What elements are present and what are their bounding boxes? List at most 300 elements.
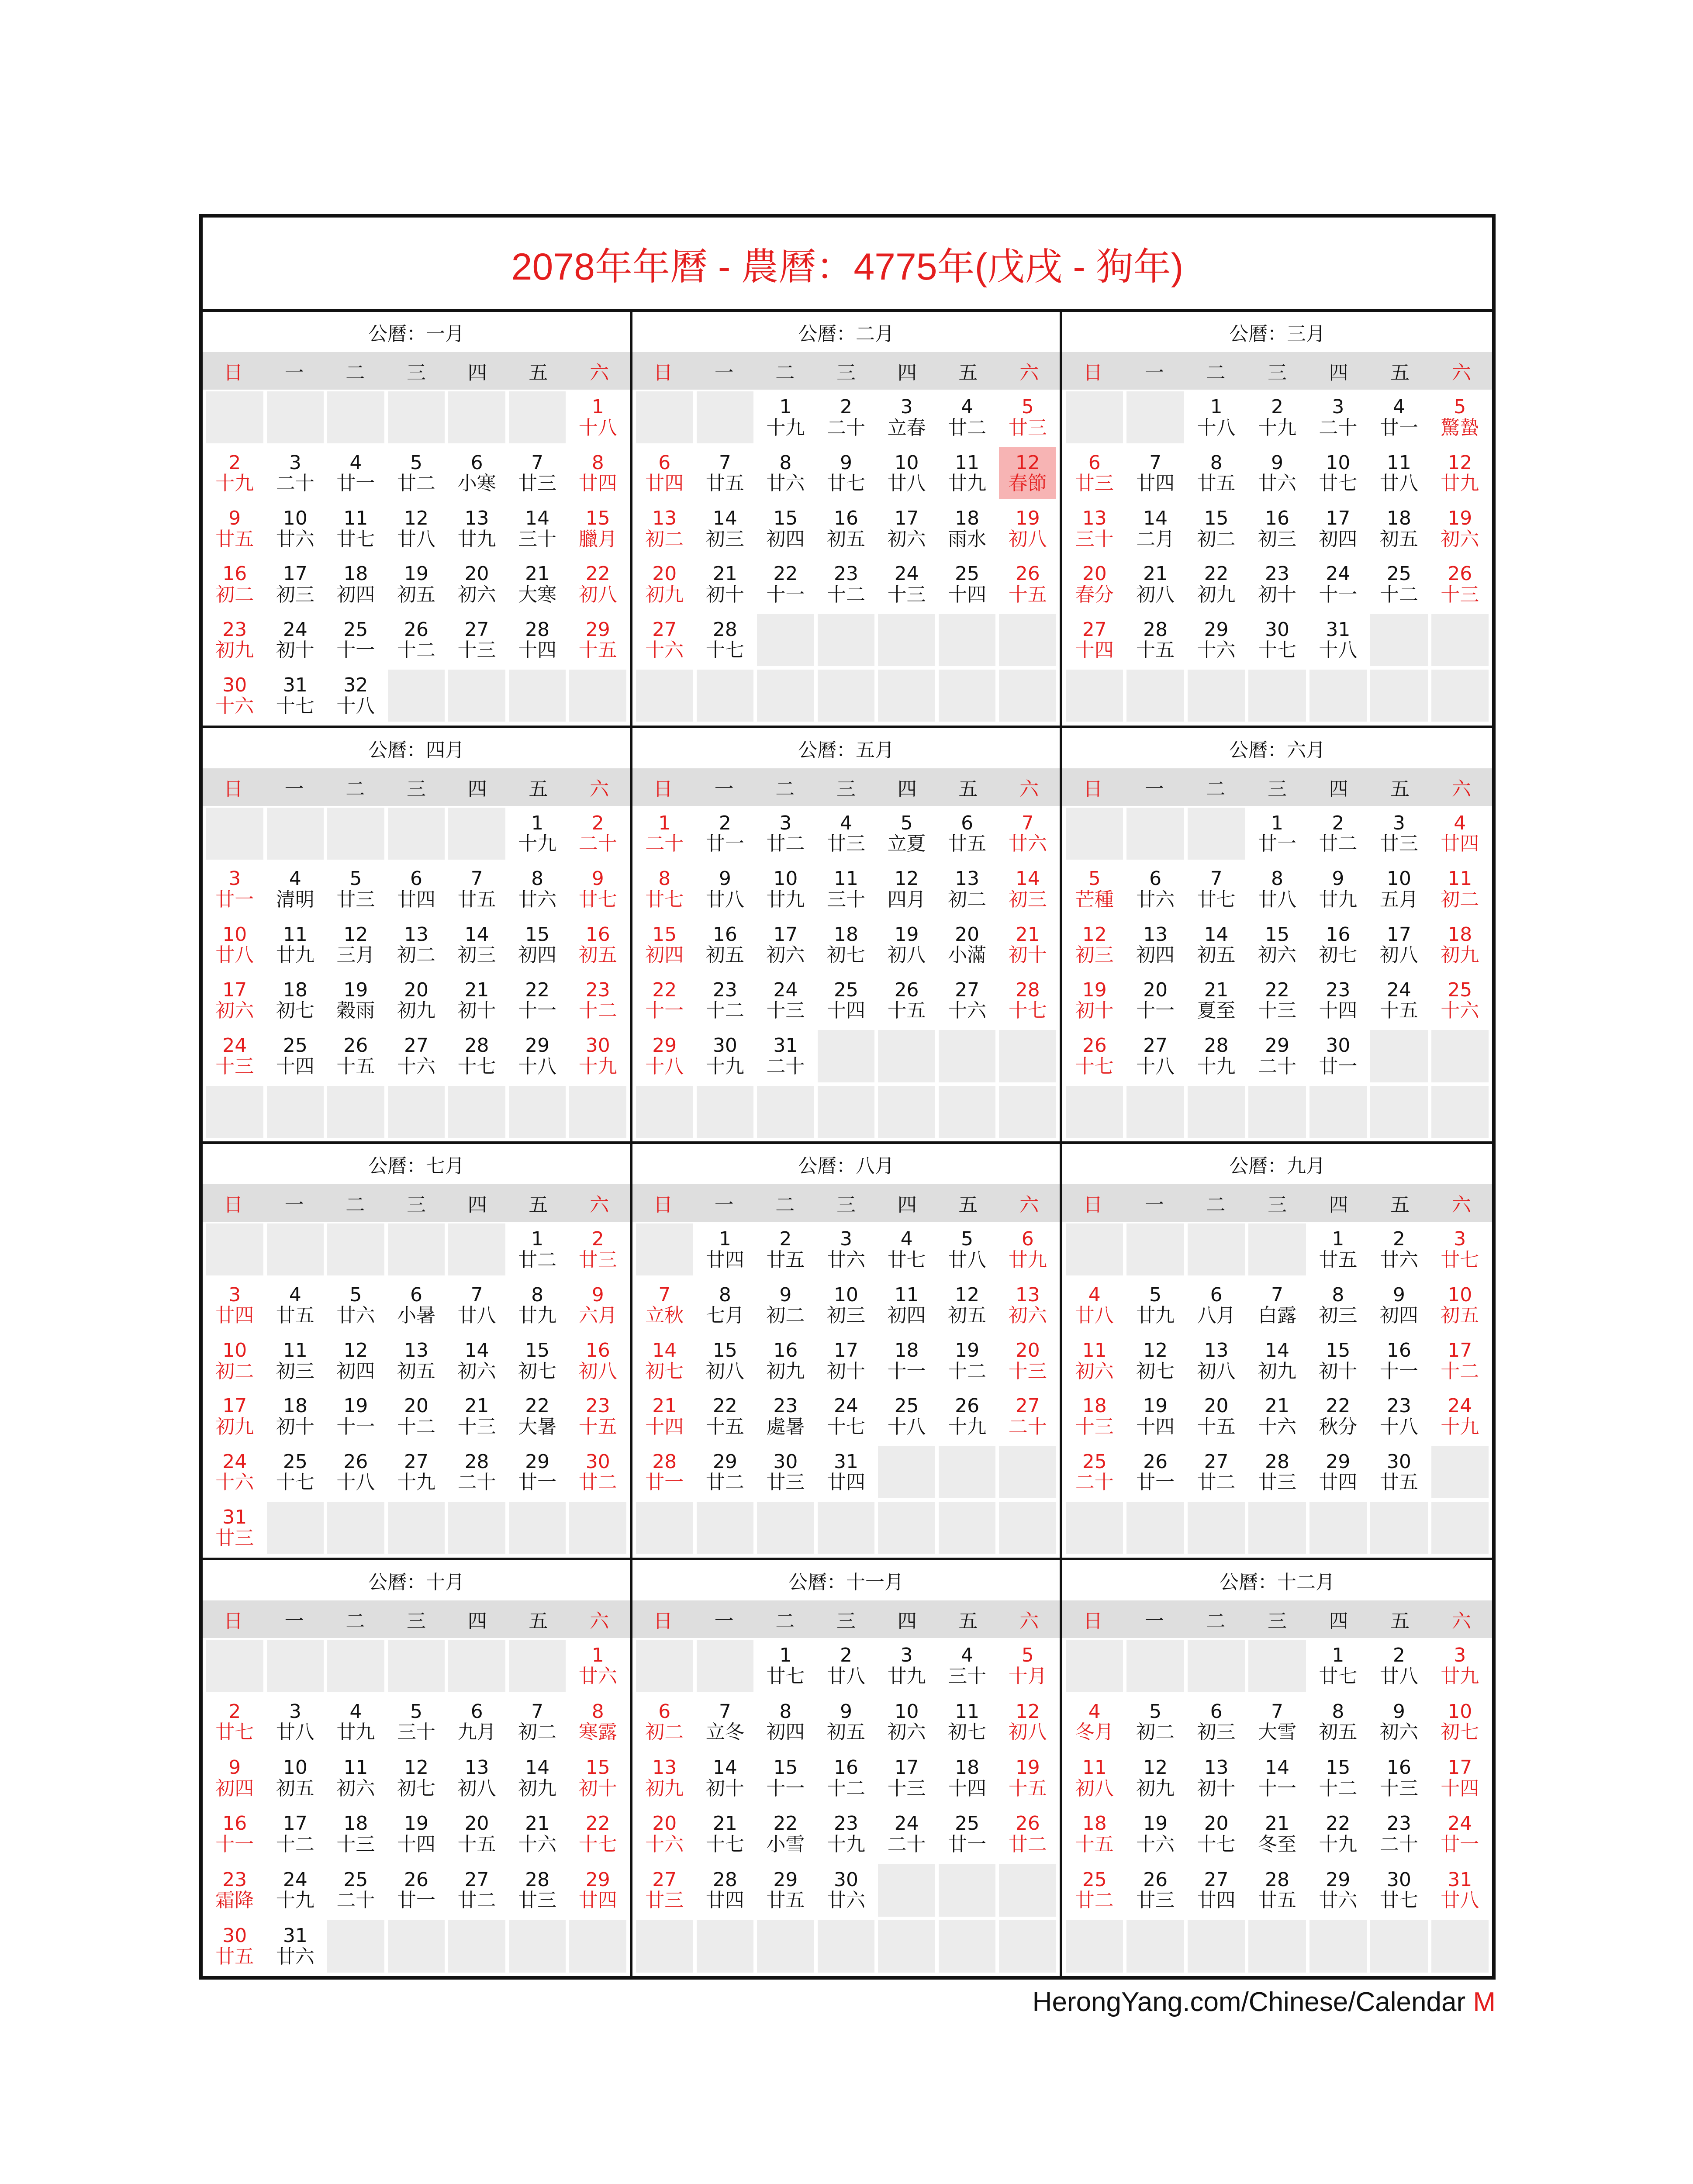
- lunar-day: 十五: [578, 1415, 617, 1438]
- lunar-day: 初五: [1441, 1304, 1479, 1327]
- day-cell: [1370, 503, 1427, 555]
- gregorian-day: 14: [712, 507, 737, 530]
- weekday-label: 一: [284, 1194, 304, 1216]
- empty-cell: [1248, 1640, 1306, 1692]
- weekday-label: 六: [1019, 1194, 1039, 1216]
- lunar-day: 二十: [578, 833, 617, 855]
- lunar-day: 初八: [1008, 528, 1047, 550]
- day-cell: [267, 1696, 324, 1748]
- day-cell: [1309, 919, 1367, 971]
- lunar-day: 三十: [948, 1665, 987, 1687]
- day-cell: [1126, 1446, 1184, 1498]
- day-cell: [1188, 447, 1245, 499]
- gregorian-day: 22: [712, 1395, 737, 1417]
- gregorian-day: 15: [1204, 507, 1229, 530]
- day-cell: [327, 1446, 384, 1498]
- day-cell: [999, 1808, 1056, 1860]
- lunar-day: 十四: [276, 1055, 314, 1078]
- empty-cell: [327, 1086, 384, 1138]
- day-cell: [939, 1808, 996, 1860]
- month-block: [632, 728, 1062, 1144]
- lunar-day: 初十: [1319, 1360, 1358, 1382]
- day-cell: [1431, 558, 1489, 610]
- day-cell: [818, 1864, 875, 1916]
- gregorian-day: 30: [1265, 618, 1289, 641]
- gregorian-day: 16: [1386, 1756, 1411, 1779]
- lunar-day: 十四: [1441, 1777, 1479, 1800]
- lunar-day: 十七: [1197, 1833, 1236, 1856]
- lunar-day: 冬月: [1075, 1721, 1114, 1744]
- day-cell: [697, 1864, 754, 1916]
- day-cell: [999, 1335, 1056, 1387]
- day-cell: [327, 1030, 384, 1082]
- day-cell: [509, 447, 566, 499]
- lunar-day: 廿六: [1258, 472, 1296, 495]
- lunar-day: 初十: [578, 1777, 617, 1800]
- empty-cell: [569, 1502, 626, 1554]
- empty-cell: [697, 1086, 754, 1138]
- lunar-day: 廿三: [1258, 1471, 1296, 1494]
- lunar-day: 十七: [705, 1833, 744, 1856]
- day-cell: [757, 1696, 814, 1748]
- lunar-day: 初七: [518, 1360, 557, 1382]
- day-cell: [1370, 1223, 1427, 1275]
- gregorian-day: 26: [1015, 1812, 1040, 1835]
- day-cell: [1431, 975, 1489, 1026]
- day-cell: [509, 1223, 566, 1275]
- gregorian-day: 20: [1204, 1812, 1229, 1835]
- day-cell: [388, 503, 445, 555]
- lunar-day: 二十: [276, 472, 314, 495]
- lunar-day: 十六: [948, 999, 987, 1022]
- weekday-label: 五: [958, 778, 978, 800]
- day-cell: [327, 1864, 384, 1916]
- footer-mark: M: [1473, 1987, 1496, 2017]
- month-block: [1062, 1560, 1492, 1977]
- day-cell: [267, 975, 324, 1026]
- lunar-day: 九月: [457, 1721, 496, 1744]
- gregorian-day: 11: [1448, 867, 1472, 890]
- days-grid: [1062, 390, 1492, 726]
- day-cell: [1309, 975, 1367, 1026]
- gregorian-day: 15: [525, 923, 550, 946]
- day-cell: [206, 1335, 263, 1387]
- gregorian-day: 16: [585, 1339, 610, 1362]
- gregorian-day: 27: [1204, 1868, 1229, 1891]
- gregorian-day: 28: [525, 618, 550, 641]
- day-cell: [1126, 503, 1184, 555]
- lunar-day: 初七: [397, 1777, 435, 1800]
- day-cell: [1309, 863, 1367, 915]
- day-cell: [999, 1696, 1056, 1748]
- gregorian-day: 9: [591, 867, 604, 890]
- gregorian-day: 3: [1392, 812, 1405, 834]
- empty-cell: [697, 1640, 754, 1692]
- lunar-day: 二十: [457, 1471, 496, 1494]
- gregorian-day: 15: [585, 1756, 610, 1779]
- weekday-label: 五: [1390, 362, 1410, 384]
- day-cell: [569, 975, 626, 1026]
- weekday-label: 六: [590, 362, 609, 384]
- day-cell: [327, 614, 384, 666]
- gregorian-day: 1: [658, 812, 671, 834]
- gregorian-day: 11: [955, 451, 980, 474]
- lunar-day: 廿二: [1075, 1889, 1114, 1912]
- lunar-day: 十八: [336, 695, 375, 717]
- day-cell: [509, 1446, 566, 1498]
- gregorian-day: 17: [283, 563, 308, 585]
- lunar-day: 廿三: [1075, 472, 1114, 495]
- lunar-day: 十四: [826, 999, 865, 1022]
- lunar-day: 初三: [1319, 1304, 1358, 1327]
- gregorian-day: 2: [1271, 396, 1283, 418]
- lunar-day: 十一: [336, 1415, 375, 1438]
- day-cell: [1248, 1808, 1306, 1860]
- lunar-day: 白露: [1258, 1304, 1296, 1327]
- weekday-label: 三: [406, 778, 426, 800]
- lunar-day: 十三: [887, 1777, 926, 1800]
- empty-cell: [1248, 1223, 1306, 1275]
- day-cell: [1066, 1696, 1123, 1748]
- day-cell: [1431, 1390, 1489, 1442]
- day-cell: [1370, 863, 1427, 915]
- lunar-day: 廿一: [1441, 1833, 1479, 1856]
- lunar-day: 初九: [645, 1777, 684, 1800]
- weekday-header: [203, 1184, 630, 1222]
- empty-cell: [569, 1920, 626, 1973]
- gregorian-day: 12: [343, 1339, 368, 1362]
- lunar-day: 十二: [826, 583, 865, 606]
- gregorian-day: 25: [343, 618, 368, 641]
- gregorian-day: 1: [531, 1228, 544, 1251]
- empty-cell: [1248, 1502, 1306, 1554]
- lunar-day: 廿八: [826, 1665, 865, 1687]
- gregorian-day: 26: [1143, 1868, 1168, 1891]
- gregorian-day: 17: [283, 1812, 308, 1835]
- day-cell: [1188, 1752, 1245, 1804]
- gregorian-day: 7: [719, 1700, 731, 1723]
- gregorian-day: 18: [1386, 507, 1411, 530]
- gregorian-day: 28: [525, 1868, 550, 1891]
- days-grid: [632, 1222, 1060, 1558]
- gregorian-day: 9: [840, 1700, 852, 1723]
- gregorian-day: 23: [1265, 563, 1289, 585]
- day-cell: [267, 670, 324, 722]
- lunar-day: 四月: [887, 888, 926, 911]
- lunar-day: 十九: [705, 1055, 744, 1078]
- weekday-label: 三: [1267, 362, 1287, 384]
- weekday-label: 日: [223, 1194, 243, 1216]
- gregorian-day: 12: [1082, 923, 1107, 946]
- day-cell: [388, 447, 445, 499]
- empty-cell: [448, 1086, 505, 1138]
- day-cell: [327, 975, 384, 1026]
- empty-cell: [697, 391, 754, 443]
- lunar-day: 廿五: [215, 528, 254, 550]
- gregorian-day: 4: [289, 867, 301, 890]
- lunar-day: 初九: [766, 1360, 805, 1382]
- lunar-day: 十八: [1319, 639, 1358, 662]
- days-grid: [203, 1638, 630, 1977]
- lunar-day: 初六: [336, 1777, 375, 1800]
- day-cell: [267, 1752, 324, 1804]
- lunar-day: 十八: [645, 1055, 684, 1078]
- gregorian-day: 10: [1326, 451, 1351, 474]
- day-cell: [569, 1808, 626, 1860]
- empty-cell: [999, 1920, 1056, 1973]
- gregorian-day: 20: [1204, 1395, 1229, 1417]
- day-cell: [1126, 1335, 1184, 1387]
- day-cell: [327, 863, 384, 915]
- empty-cell: [206, 1086, 263, 1138]
- empty-cell: [878, 1502, 935, 1554]
- gregorian-day: 4: [961, 1644, 974, 1667]
- gregorian-day: 25: [1386, 563, 1411, 585]
- empty-cell: [388, 1920, 445, 1973]
- day-cell: [1431, 808, 1489, 860]
- gregorian-day: 28: [1265, 1450, 1289, 1473]
- lunar-day: 二十: [887, 1833, 926, 1856]
- empty-cell: [1370, 1502, 1427, 1554]
- month-block: [203, 312, 632, 728]
- lunar-day: 六月: [578, 1304, 617, 1327]
- gregorian-day: 9: [1392, 1700, 1405, 1723]
- empty-cell: [267, 1223, 324, 1275]
- empty-cell: [757, 614, 814, 666]
- day-cell: [1248, 863, 1306, 915]
- lunar-day: 廿九: [276, 944, 314, 967]
- day-cell: [1309, 1223, 1367, 1275]
- gregorian-day: 5: [410, 1700, 422, 1723]
- lunar-day: 十七: [578, 1833, 617, 1856]
- gregorian-day: 16: [222, 1812, 247, 1835]
- gregorian-day: 21: [464, 978, 489, 1001]
- weekday-label: 一: [714, 362, 734, 384]
- day-cell: [1431, 1223, 1489, 1275]
- gregorian-day: 27: [404, 1450, 428, 1473]
- empty-cell: [1188, 1223, 1245, 1275]
- lunar-day: 二十: [766, 1055, 805, 1078]
- lunar-day: 初九: [397, 999, 435, 1022]
- gregorian-day: 11: [1386, 451, 1411, 474]
- lunar-day: 處暑: [766, 1415, 805, 1438]
- day-cell: [267, 614, 324, 666]
- gregorian-day: 16: [1265, 507, 1289, 530]
- empty-cell: [1066, 1223, 1123, 1275]
- empty-cell: [1126, 808, 1184, 860]
- day-cell: [939, 391, 996, 443]
- lunar-day: 初二: [215, 583, 254, 606]
- day-cell: [509, 558, 566, 610]
- weekday-label: 四: [897, 1194, 917, 1216]
- gregorian-day: 2: [591, 812, 604, 834]
- lunar-day: 十八: [518, 1055, 557, 1078]
- footer-link[interactable]: [1033, 1987, 1496, 2018]
- day-cell: [1188, 1335, 1245, 1387]
- gregorian-day: 9: [1392, 1283, 1405, 1306]
- gregorian-day: 20: [1143, 978, 1168, 1001]
- gregorian-day: 4: [840, 812, 852, 834]
- lunar-day: 廿七: [887, 1248, 926, 1271]
- empty-cell: [636, 391, 693, 443]
- lunar-day: 廿三: [518, 472, 557, 495]
- gregorian-day: 19: [404, 1812, 428, 1835]
- lunar-day: 八月: [1197, 1304, 1236, 1327]
- lunar-day: 二十: [1075, 1471, 1114, 1494]
- day-cell: [1126, 1390, 1184, 1442]
- lunar-day: 十四: [518, 639, 557, 662]
- gregorian-day: 13: [404, 923, 428, 946]
- gregorian-day: 9: [228, 507, 241, 530]
- day-cell: [636, 1752, 693, 1804]
- lunar-day: 廿九: [518, 1304, 557, 1327]
- gregorian-day: 22: [525, 1395, 550, 1417]
- day-cell: [1066, 503, 1123, 555]
- lunar-day: 廿一: [1258, 833, 1296, 855]
- lunar-day: 十三: [1008, 1360, 1047, 1382]
- lunar-day: 廿八: [1258, 888, 1296, 911]
- empty-cell: [1126, 670, 1184, 722]
- weekday-label: 一: [714, 1194, 734, 1216]
- day-cell: [1309, 1335, 1367, 1387]
- empty-cell: [388, 1502, 445, 1554]
- lunar-day: 初七: [1319, 944, 1358, 967]
- day-cell: [636, 1335, 693, 1387]
- lunar-day: 十二: [276, 1833, 314, 1856]
- empty-cell: [1248, 670, 1306, 722]
- day-cell: [448, 1752, 505, 1804]
- lunar-day: 廿八: [1075, 1304, 1114, 1327]
- lunar-day: 小雪: [766, 1833, 805, 1856]
- day-cell: [267, 1920, 324, 1973]
- gregorian-day: 10: [894, 1700, 919, 1723]
- day-cell: [1248, 1446, 1306, 1498]
- day-cell: [757, 1223, 814, 1275]
- day-cell: [1066, 558, 1123, 610]
- lunar-day: 寒露: [578, 1721, 617, 1744]
- day-cell: [1248, 975, 1306, 1026]
- gregorian-day: 13: [1015, 1283, 1040, 1306]
- lunar-day: 廿二: [1197, 1471, 1236, 1494]
- gregorian-day: 19: [894, 923, 919, 946]
- gregorian-day: 3: [228, 1283, 241, 1306]
- day-cell: [697, 503, 754, 555]
- lunar-day: 二十: [336, 1889, 375, 1912]
- day-cell: [1126, 1696, 1184, 1748]
- weekday-label: 二: [775, 1610, 795, 1632]
- gregorian-day: 12: [1015, 451, 1040, 474]
- empty-cell: [1066, 670, 1123, 722]
- gregorian-day: 15: [1326, 1756, 1351, 1779]
- gregorian-day: 28: [464, 1450, 489, 1473]
- day-cell: [206, 1920, 263, 1973]
- lunar-day: 初七: [1441, 1721, 1479, 1744]
- lunar-day: 春分: [1075, 583, 1114, 606]
- gregorian-day: 18: [283, 1395, 308, 1417]
- lunar-day: 初九: [215, 639, 254, 662]
- weekday-label: 一: [284, 778, 304, 800]
- day-cell: [569, 863, 626, 915]
- lunar-day: 十五: [887, 999, 926, 1022]
- lunar-day: 廿九: [336, 1721, 375, 1744]
- day-cell: [1431, 1279, 1489, 1331]
- month-block: [1062, 312, 1492, 728]
- day-cell: [1309, 1752, 1367, 1804]
- lunar-day: 初四: [766, 528, 805, 550]
- day-cell: [878, 808, 935, 860]
- gregorian-day: 5: [1149, 1283, 1162, 1306]
- empty-cell: [1370, 670, 1427, 722]
- gregorian-day: 22: [525, 978, 550, 1001]
- day-cell: [999, 863, 1056, 915]
- gregorian-day: 31: [222, 1506, 247, 1529]
- lunar-day: 十八: [1136, 1055, 1175, 1078]
- day-cell: [327, 919, 384, 971]
- day-cell: [999, 1223, 1056, 1275]
- day-cell: [1309, 1390, 1367, 1442]
- gregorian-day: 10: [1386, 867, 1411, 890]
- lunar-day: 大雪: [1258, 1721, 1296, 1744]
- day-cell: [1370, 1279, 1427, 1331]
- lunar-day: 十三: [215, 1055, 254, 1078]
- day-cell: [818, 558, 875, 610]
- weekday-header: [1062, 768, 1492, 806]
- day-cell: [327, 1696, 384, 1748]
- gregorian-day: 11: [1082, 1756, 1107, 1779]
- month-block: [632, 312, 1062, 728]
- lunar-day: 小滿: [948, 944, 987, 967]
- day-cell: [569, 391, 626, 443]
- lunar-day: 十九: [518, 833, 557, 855]
- lunar-day: 廿六: [826, 1889, 865, 1912]
- gregorian-day: 1: [1271, 812, 1283, 834]
- day-cell: [1066, 1752, 1123, 1804]
- gregorian-day: 26: [404, 1868, 428, 1891]
- lunar-day: 初二: [645, 528, 684, 550]
- lunar-day: 初四: [336, 583, 375, 606]
- empty-cell: [267, 1086, 324, 1138]
- lunar-day: 十六: [215, 1471, 254, 1494]
- lunar-day: 初八: [1197, 1360, 1236, 1382]
- gregorian-day: 10: [283, 1756, 308, 1779]
- lunar-day: 三十: [1075, 528, 1114, 550]
- empty-cell: [697, 670, 754, 722]
- weekday-label: 四: [897, 1610, 917, 1632]
- lunar-day: 二月: [1136, 528, 1175, 550]
- day-cell: [939, 1335, 996, 1387]
- weekday-label: 六: [1451, 1610, 1471, 1632]
- gregorian-day: 26: [955, 1395, 980, 1417]
- day-cell: [999, 1752, 1056, 1804]
- gregorian-day: 8: [591, 1700, 604, 1723]
- day-cell: [1066, 1390, 1123, 1442]
- weekday-label: 五: [1390, 1194, 1410, 1216]
- gregorian-day: 24: [283, 1868, 308, 1891]
- empty-cell: [939, 614, 996, 666]
- gregorian-day: 18: [343, 563, 368, 585]
- weekday-label: 六: [1019, 1610, 1039, 1632]
- lunar-day: 廿八: [1441, 1889, 1479, 1912]
- day-cell: [697, 614, 754, 666]
- weekday-label: 三: [1267, 778, 1287, 800]
- gregorian-day: 10: [833, 1283, 858, 1306]
- empty-cell: [1126, 1223, 1184, 1275]
- gregorian-day: 6: [1088, 451, 1101, 474]
- day-cell: [1126, 447, 1184, 499]
- lunar-day: 初六: [1008, 1304, 1047, 1327]
- day-cell: [569, 447, 626, 499]
- lunar-day: 十五: [705, 1415, 744, 1438]
